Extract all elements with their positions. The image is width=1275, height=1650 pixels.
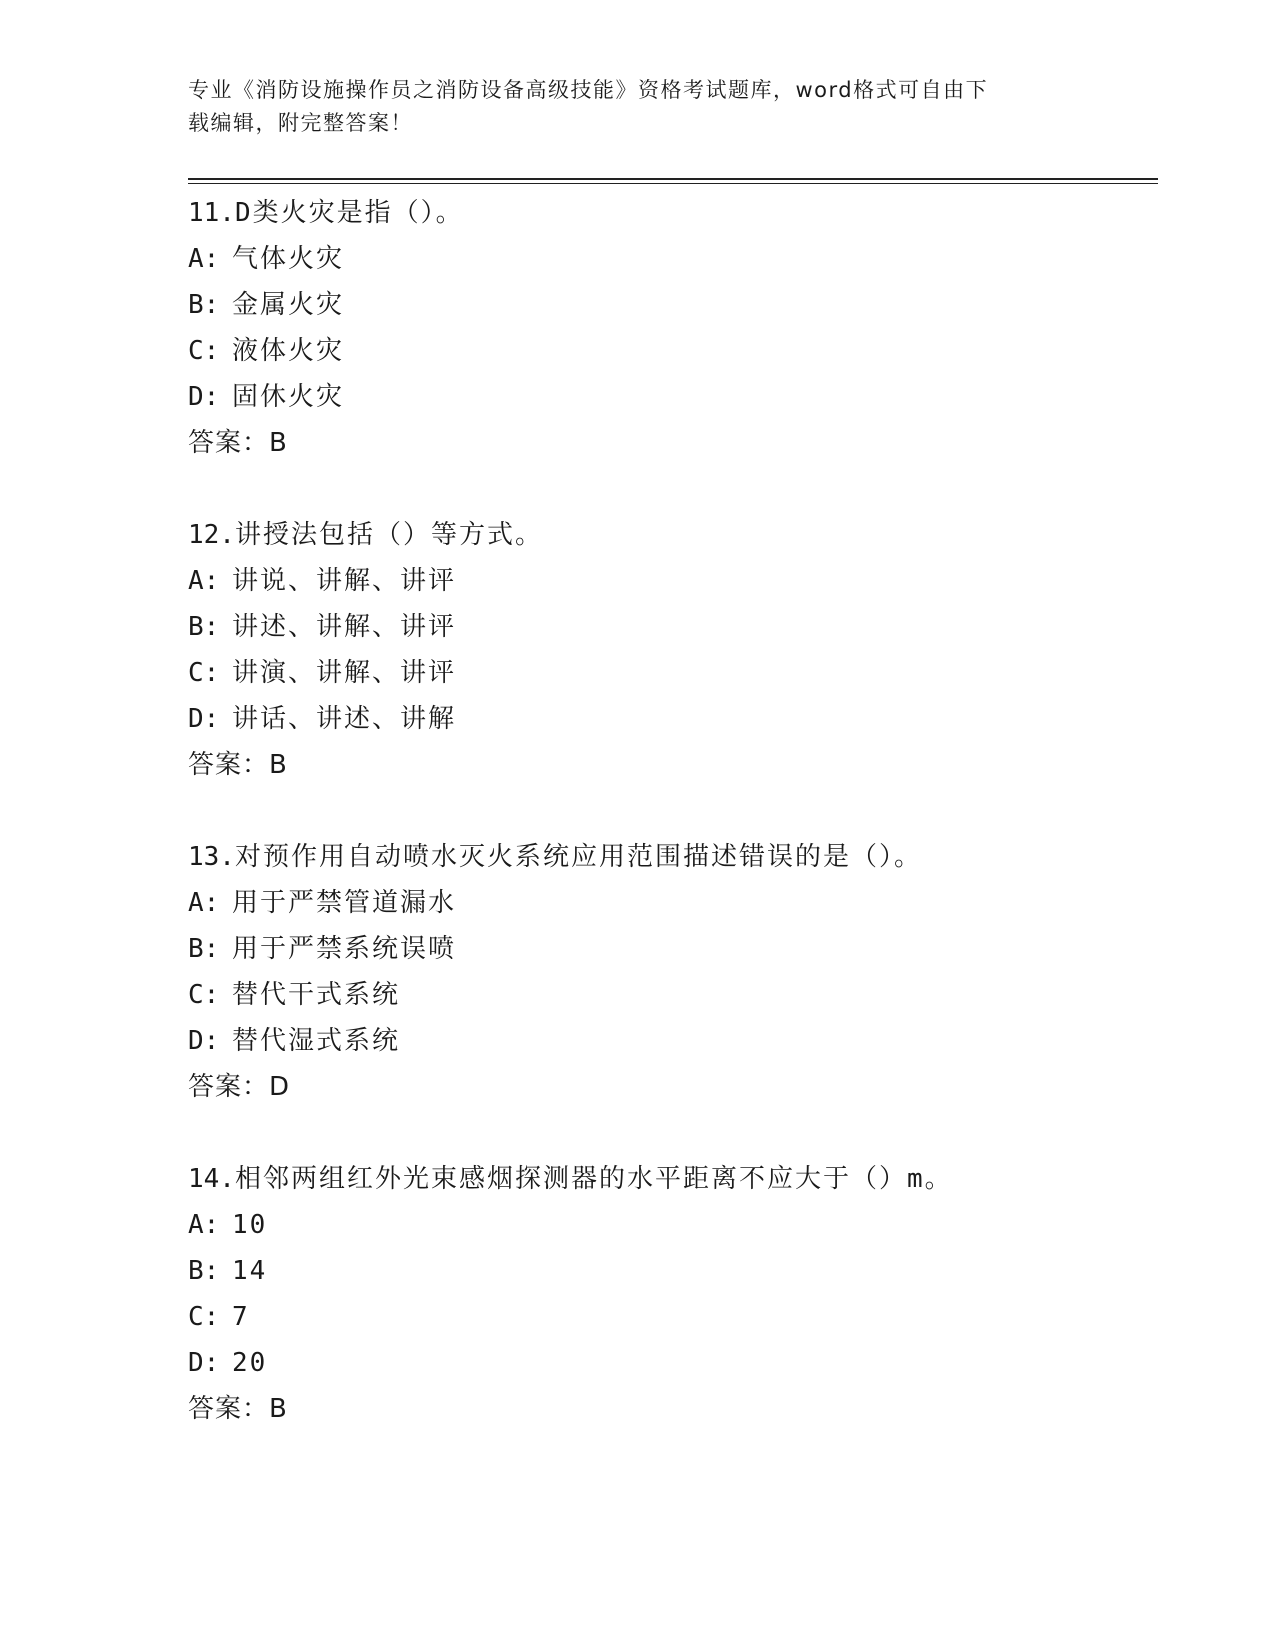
header-divider-thick: [188, 178, 1158, 180]
option-d: [188, 1340, 1158, 1386]
question-number: 13.: [188, 842, 235, 872]
option-c: [188, 650, 1158, 696]
option-a: [188, 236, 1158, 282]
option-b: [188, 1248, 1158, 1294]
option-letter: B:: [188, 290, 220, 320]
answer-value: B: [269, 428, 287, 458]
header-divider-thin: [188, 183, 1158, 184]
option-a: [188, 558, 1158, 604]
option-letter: A:: [188, 1210, 220, 1240]
option-letter: B:: [188, 934, 220, 964]
document-header: [188, 74, 1088, 140]
option-letter: D:: [188, 1348, 220, 1378]
option-text: 10: [232, 1210, 268, 1240]
option-letter: D:: [188, 704, 220, 734]
option-letter: D:: [188, 1026, 220, 1056]
option-letter: A:: [188, 566, 220, 596]
option-letter: B:: [188, 612, 220, 642]
option-a: [188, 1202, 1158, 1248]
option-text: 7: [232, 1302, 250, 1332]
option-d: [188, 374, 1158, 420]
option-text: 气体火灾: [232, 244, 345, 274]
header-title-line1: 专业《消防设施操作员之消防设备高级技能》资格考试题库，word格式可自由下: [188, 78, 989, 102]
option-letter: C:: [188, 980, 220, 1010]
question-text: 讲授法包括（）等方式。: [234, 520, 543, 550]
question-item: [188, 190, 1158, 466]
question-text: 相邻两组红外光束感烟探测器的水平距离不应大于（）m。: [234, 1164, 953, 1194]
question-number: 12.: [188, 520, 235, 550]
option-text: 用于严禁系统误喷: [232, 934, 457, 964]
question-number: 14.: [188, 1164, 235, 1194]
option-text: 液体火灾: [232, 336, 345, 366]
answer-line: [188, 1064, 1158, 1110]
option-letter: B:: [188, 1256, 220, 1286]
question-stem: [188, 512, 1158, 558]
question-list: [188, 190, 1158, 1432]
answer-label: 答案：: [188, 1072, 270, 1102]
header-title-line2: 载编辑，附完整答案！: [188, 111, 413, 135]
answer-line: [188, 742, 1158, 788]
option-text: 替代湿式系统: [232, 1026, 401, 1056]
answer-line: [188, 420, 1158, 466]
question-item: [188, 834, 1158, 1110]
option-text: 20: [232, 1348, 268, 1378]
option-d: [188, 696, 1158, 742]
answer-label: 答案：: [188, 428, 270, 458]
option-text: 14: [232, 1256, 268, 1286]
option-b: [188, 926, 1158, 972]
option-letter: C:: [188, 1302, 220, 1332]
question-stem: [188, 1156, 1158, 1202]
option-text: 固休火灾: [232, 382, 345, 412]
question-item: [188, 1156, 1158, 1432]
option-b: [188, 604, 1158, 650]
answer-value: B: [269, 1394, 287, 1424]
answer-label: 答案：: [188, 1394, 270, 1424]
option-text: 讲述、讲解、讲评: [232, 612, 457, 642]
answer-label: 答案：: [188, 750, 270, 780]
option-text: 替代干式系统: [232, 980, 401, 1010]
option-text: 金属火灾: [232, 290, 345, 320]
question-text: 对预作用自动喷水灭火系统应用范围描述错误的是（）。: [234, 842, 922, 872]
option-d: [188, 1018, 1158, 1064]
option-a: [188, 880, 1158, 926]
answer-line: [188, 1386, 1158, 1432]
answer-value: D: [269, 1072, 290, 1102]
option-letter: C:: [188, 658, 220, 688]
option-c: [188, 1294, 1158, 1340]
option-letter: D:: [188, 382, 220, 412]
option-letter: C:: [188, 336, 220, 366]
question-item: [188, 512, 1158, 788]
option-letter: A:: [188, 888, 220, 918]
option-text: 用于严禁管道漏水: [232, 888, 457, 918]
option-b: [188, 282, 1158, 328]
option-text: 讲说、讲解、讲评: [232, 566, 457, 596]
option-letter: A:: [188, 244, 220, 274]
question-stem: [188, 190, 1158, 236]
question-text: D类火灾是指（）。: [234, 198, 464, 228]
option-c: [188, 972, 1158, 1018]
question-number: 11.: [188, 198, 235, 228]
option-text: 讲演、讲解、讲评: [232, 658, 457, 688]
option-c: [188, 328, 1158, 374]
question-stem: [188, 834, 1158, 880]
option-text: 讲话、讲述、讲解: [232, 704, 457, 734]
answer-value: B: [269, 750, 287, 780]
